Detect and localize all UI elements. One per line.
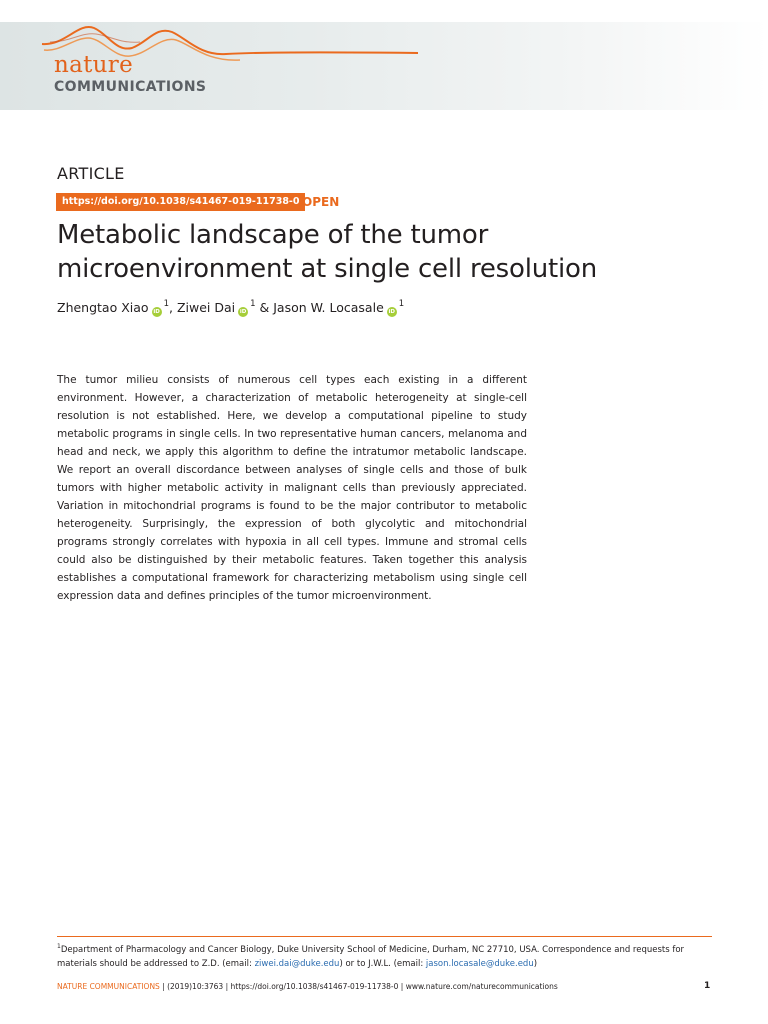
affiliation-footnote xyxy=(57,940,707,971)
footnote-text: Department of Pharmacology and Cancer Biology, Duke University School of Medicine, Durham, NC 27710, USA. Correspondence and requests for materials should be addressed to Z.D. (email: xyxy=(57,945,685,969)
open-access-label: OPEN xyxy=(302,195,340,209)
abstract-text: The tumor milieu consists of numerous cell types each existing in a different environment. However, a characterization of metabolic heterogeneity at single-cell resolution is not established. Here, we develop a computational pipeline to study metabolic programs in single cells. In two representative human cancers, melanoma and head and neck, we apply this algorithm to define the intratumor metabolic landscape. We report an overall discordance between analyses of single cells and those of bulk tumors with higher metabolic activity in malignant cells than previously appreciated. Variation in mitochondrial programs is found to be the major contributor to metabolic heterogeneity. Surprisingly, the expression of both glycolytic and mitochondrial programs strongly correlates with hypoxia in all cell types. Immune and stromal cells could also be distinguished by their metabolic features. Taken together this analysis establishes a computational framework for characterizing metabolism using single cell expression data and defines principles of the tumor microenvironment. xyxy=(57,374,527,602)
logo-communications-word: COMMUNICATIONS xyxy=(54,79,207,95)
orcid-icon[interactable]: iD xyxy=(153,309,160,315)
orcid-icon[interactable]: iD xyxy=(239,309,247,315)
article-type-label: ARTICLE xyxy=(57,164,125,183)
author-separator: & xyxy=(255,300,274,315)
author-name[interactable]: Ziwei Dai xyxy=(176,300,236,315)
author-separator: , xyxy=(168,300,177,315)
email-link[interactable]: jason.locasale@duke.edu xyxy=(425,959,534,969)
affiliation-marker: 1 xyxy=(250,299,256,309)
orcid-icon[interactable]: iD xyxy=(388,309,395,315)
footnote-divider xyxy=(57,936,712,937)
page-number: 1 xyxy=(704,981,711,991)
footer-journal-name: NATURE COMMUNICATIONS xyxy=(57,982,160,991)
affiliation-marker: 1 xyxy=(398,299,405,309)
paper-title: Metabolic landscape of the tumor microenvironment at single cell resolution xyxy=(57,220,598,284)
footer-citation: | (2019)10:3763 | https://doi.org/10.1038/s41467-019-11738-0 | www.nature.com/naturecommunications xyxy=(159,982,558,991)
page-footer xyxy=(57,982,558,991)
logo-nature-word: nature xyxy=(54,52,133,78)
footnote-text: ) or to J.W.L. (email: xyxy=(339,959,426,969)
author-name[interactable]: Jason W. Locasale xyxy=(273,300,384,315)
author-list xyxy=(57,299,404,317)
footnote-text: ) xyxy=(533,959,538,969)
author-name[interactable]: Zhengtao Xiao xyxy=(57,300,149,315)
email-link[interactable]: ziwei.dai@duke.edu xyxy=(254,959,340,969)
doi-link[interactable]: https://doi.org/10.1038/s41467-019-11738-0 xyxy=(56,193,305,211)
affiliation-marker: 1 xyxy=(163,299,169,309)
footnote-marker: 1 xyxy=(57,943,61,950)
